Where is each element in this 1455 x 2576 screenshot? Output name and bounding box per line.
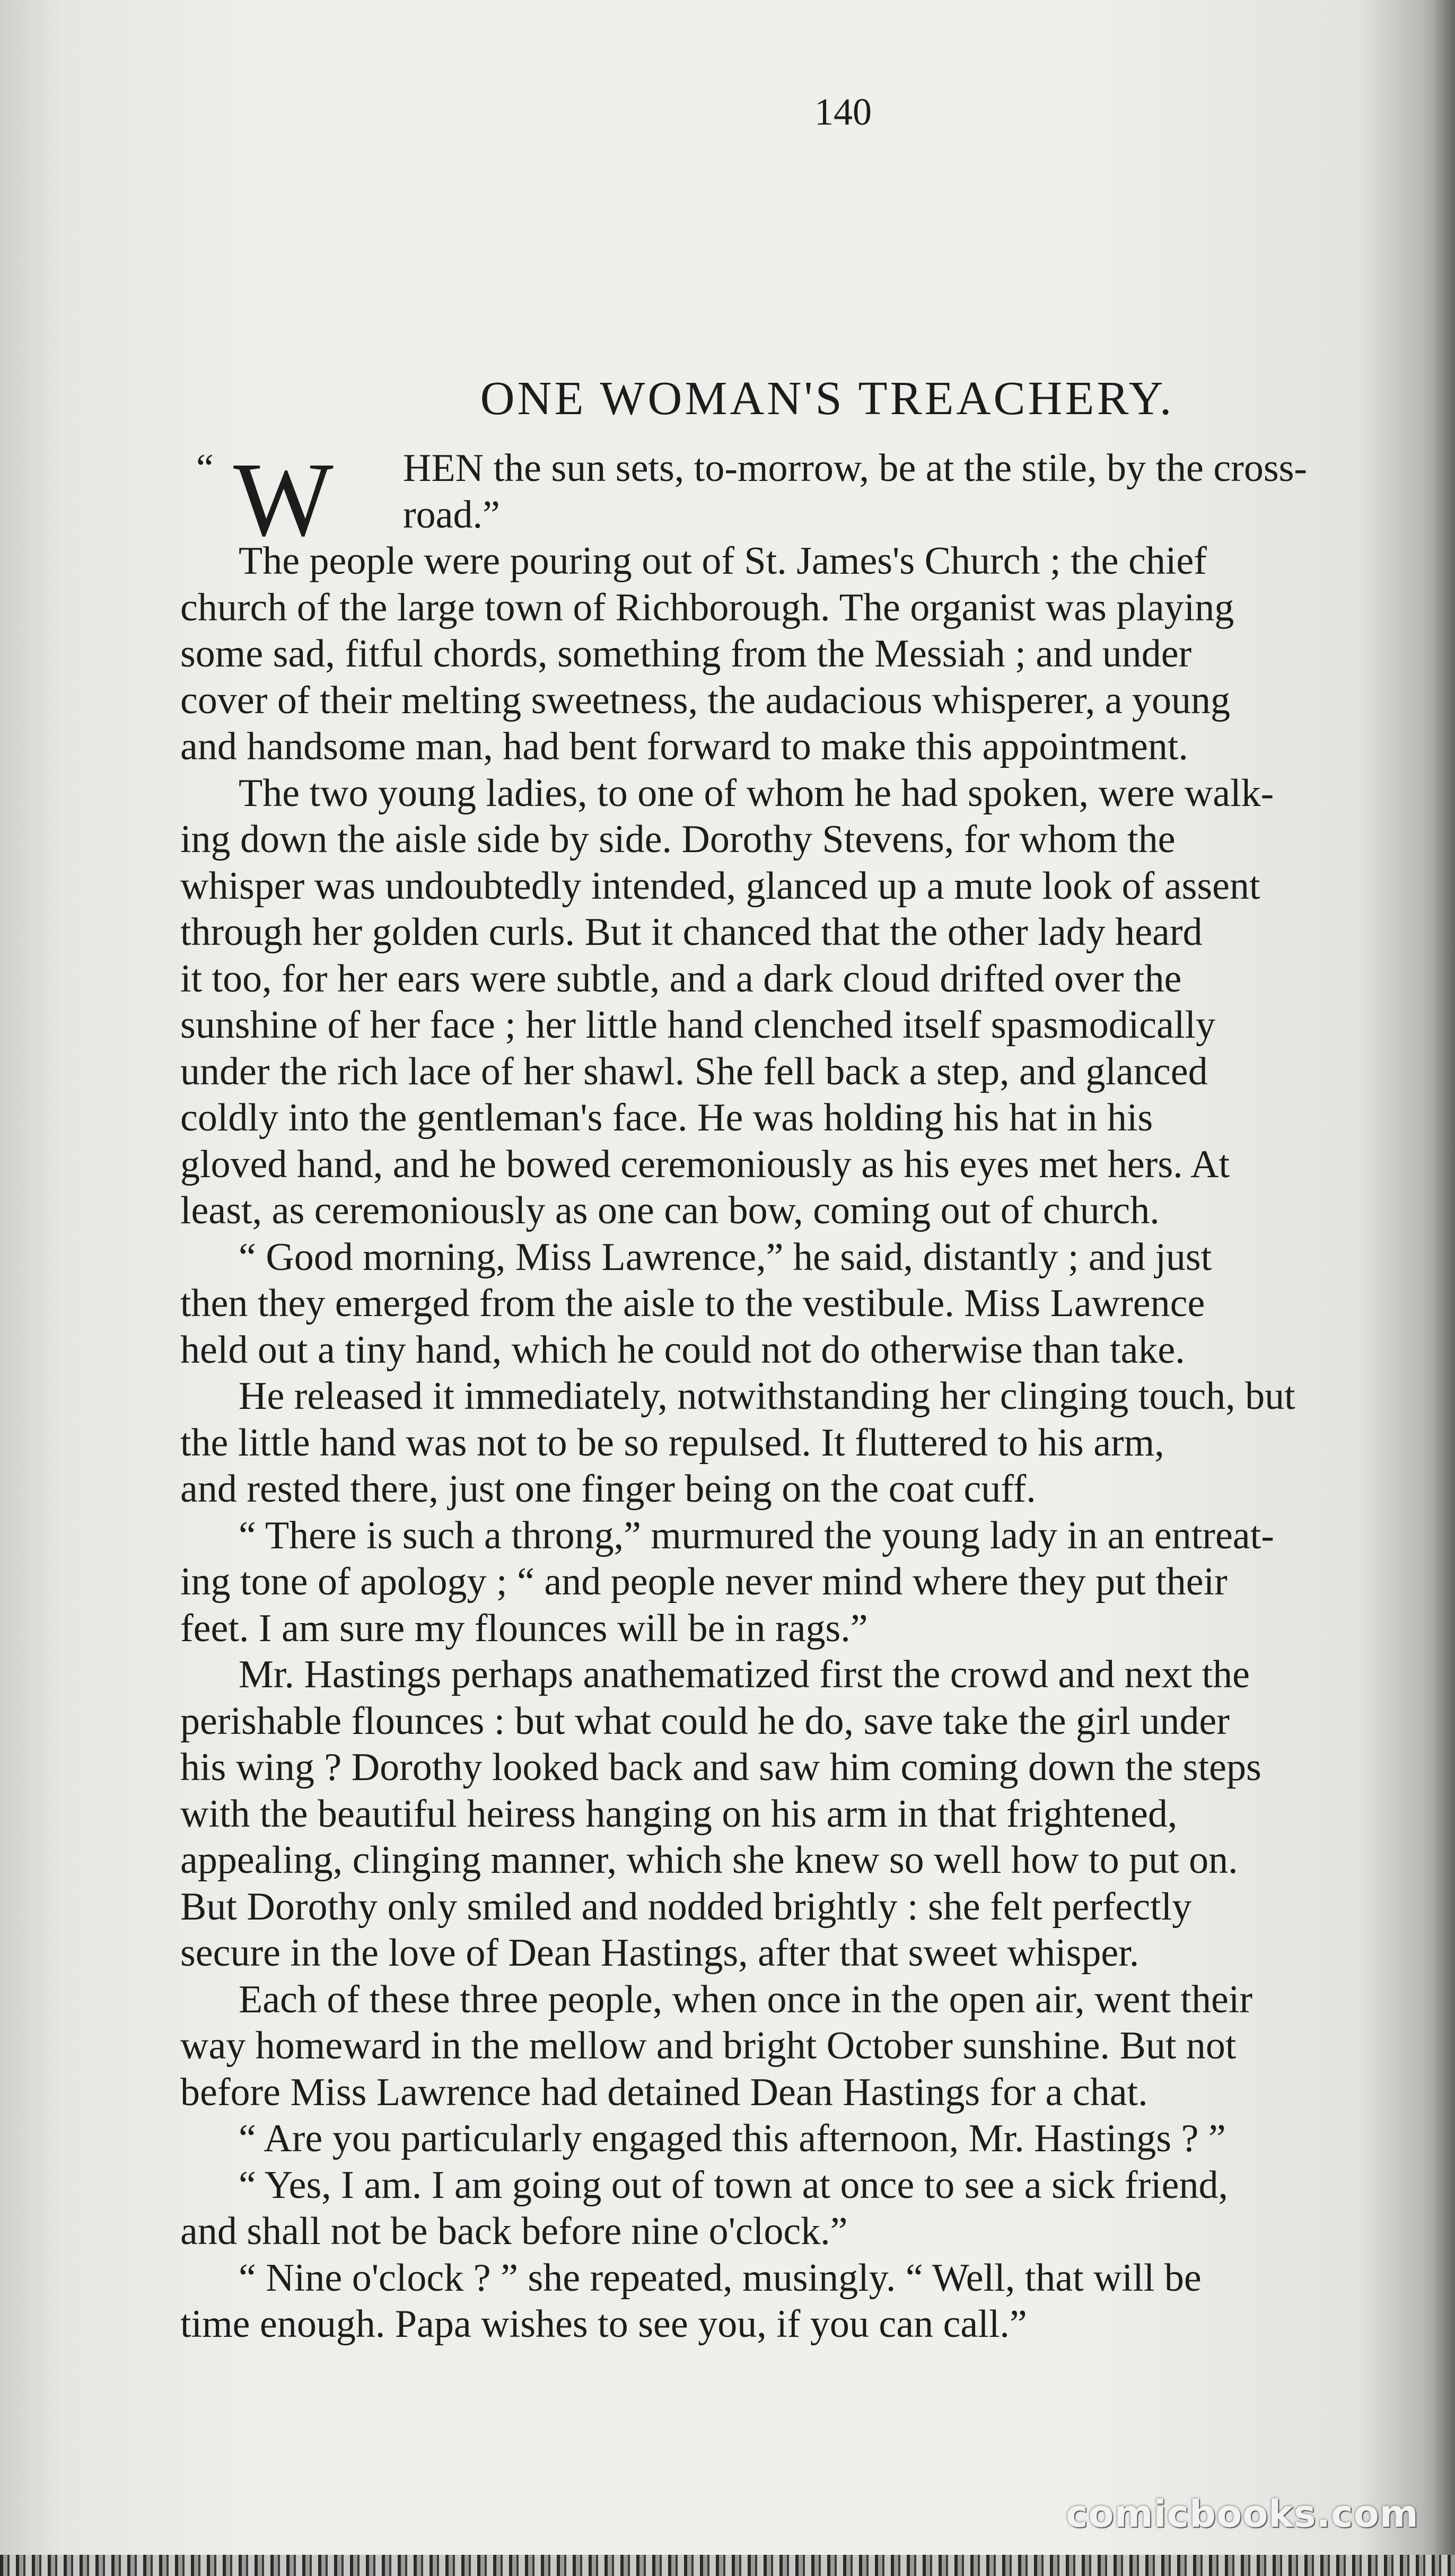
text-line: with the beautiful heiress hanging on his arm in that frightened, (180, 1792, 1178, 1836)
text-line: and shall not be back before nine o'clock.” (180, 2210, 848, 2253)
chapter-title: ONE WOMAN'S TREACHERY. (480, 372, 1174, 425)
text-line: “ Are you particularly engaged this afternoon, Mr. Hastings ? ” (239, 2117, 1226, 2160)
text-line: “ Nine o'clock ? ” she repeated, musingly. “ Well, that will be (239, 2256, 1202, 2300)
text-line: The people were pouring out of St. James's Church ; the chief (239, 539, 1207, 583)
text-line: Mr. Hastings perhaps anathematized first the crowd and next the (239, 1653, 1250, 1696)
text-line: ing tone of apology ; “ and people never mind where they put their (180, 1560, 1228, 1604)
opening-quote: “ (196, 446, 214, 490)
opening-line-1: HEN the sun sets, to-morrow, be at the stile, by the cross- (403, 446, 1308, 490)
drop-cap: W (233, 441, 334, 558)
text-line: then they emerged from the aisle to the vestibule. Miss Lawrence (180, 1282, 1205, 1325)
text-line: But Dorothy only smiled and nodded brightly : she felt perfectly (180, 1885, 1192, 1929)
text-line: perishable flounces : but what could he do, save take the girl under (180, 1699, 1230, 1743)
text-line: through her golden curls. But it chanced that the other lady heard (180, 910, 1203, 954)
body-text (180, 441, 1432, 2348)
text-line: “ Yes, I am. I am going out of town at once to see a sick friend, (239, 2163, 1229, 2207)
text-line: secure in the love of Dean Hastings, after that sweet whisper. (180, 1931, 1140, 1975)
text-line: church of the large town of Richborough. The organist was playing (180, 585, 1234, 629)
watermark-logo: comicbooks.com (1066, 2492, 1419, 2536)
opening-paragraph (180, 441, 1432, 558)
text-line: and handsome man, had bent forward to make this appointment. (180, 725, 1188, 768)
text-line: and rested there, just one finger being on the coat cuff. (180, 1467, 1036, 1511)
text-line: under the rich lace of her shawl. She fell back a step, and glanced (180, 1049, 1208, 1093)
text-line: ing down the aisle side by side. Dorothy Stevens, for whom the (180, 818, 1176, 861)
text-line: He released it immediately, notwithstanding her clinging touch, but (239, 1374, 1295, 1418)
text-line: sunshine of her face ; her little hand clenched itself spasmodically (180, 1003, 1216, 1047)
text-line: way homeward in the mellow and bright October sunshine. But not (180, 2024, 1237, 2067)
text-line: feet. I am sure my flounces will be in rags.” (180, 1606, 868, 1650)
page-bottom-edge (0, 2555, 1455, 2576)
text-line: appealing, clinging manner, which she knew so well how to put on. (180, 1838, 1238, 1882)
page-spine-shadow (1434, 0, 1455, 2576)
text-line: time enough. Papa wishes to see you, if you can call.” (180, 2302, 1027, 2346)
text-line: his wing ? Dorothy looked back and saw him coming down the steps (180, 1746, 1261, 1789)
text-line: whisper was undoubtedly intended, glanced up a mute look of assent (180, 864, 1260, 908)
text-line: The two young ladies, to one of whom he had spoken, were walk- (239, 771, 1274, 815)
text-line: before Miss Lawrence had detained Dean Hastings for a chat. (180, 2070, 1148, 2114)
text-line: coldly into the gentleman's face. He was holding his hat in his (180, 1096, 1153, 1140)
text-line: the little hand was not to be so repulsed. It fluttered to his arm, (180, 1421, 1164, 1465)
text-line: held out a tiny hand, which he could not do otherwise than take. (180, 1328, 1185, 1372)
text-line: Each of these three people, when once in the open air, went their (239, 1977, 1253, 2021)
text-line: gloved hand, and he bowed ceremoniously as his eyes met hers. At (180, 1142, 1230, 1186)
text-line: it too, for her ears were subtle, and a dark cloud drifted over the (180, 957, 1182, 1001)
text-line: least, as ceremoniously as one can bow, coming out of church. (180, 1189, 1160, 1232)
text-line: “ Good morning, Miss Lawrence,” he said, distantly ; and just (239, 1235, 1212, 1279)
page-number: 140 (814, 91, 872, 133)
text-line: “ There is such a throng,” murmured the young lady in an entreat- (239, 1513, 1274, 1557)
text-line: cover of their melting sweetness, the audacious whisperer, a young (180, 678, 1231, 722)
text-line: some sad, fitful chords, something from the Messiah ; and under (180, 632, 1192, 676)
opening-line-2: road.” (403, 493, 500, 537)
